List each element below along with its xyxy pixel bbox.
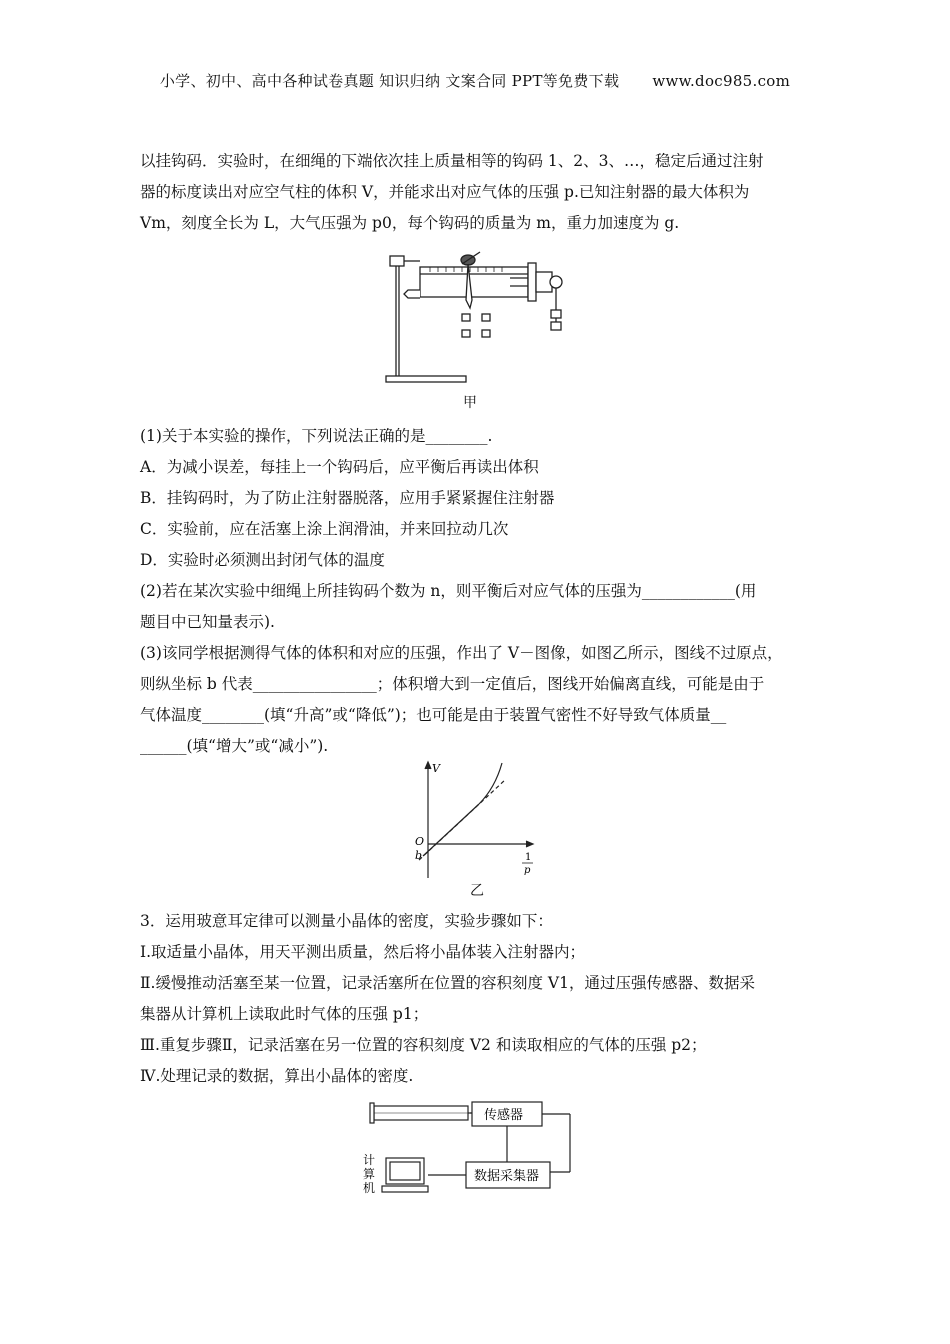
intro-line: Vm，刻度全长为 L，大气压强为 p0，每个钩码的质量为 m，重力加速度为 g. — [140, 214, 680, 232]
figure-jia-caption: 甲 — [463, 395, 477, 411]
y-axis-arrow — [425, 762, 431, 769]
section-3 — [140, 906, 830, 1092]
header-site: www.doc985.com — [652, 72, 791, 90]
question-2 — [140, 576, 830, 638]
step-1: Ⅰ.取适量小晶体，用天平测出质量，然后将小晶体装入注射器内； — [140, 943, 586, 961]
intro-line: 以挂钩码．实验时，在细绳的下端依次挂上质量相等的钩码 1、2、3、…，稳定后通过注射 — [140, 152, 764, 170]
figure-yi-caption: 乙 — [470, 883, 484, 899]
step-2: Ⅱ.缓慢推动活塞至某一位置，记录活塞所在位置的容积刻度 V1，通过压强传感器、数据采 — [140, 974, 755, 992]
step-3: Ⅲ.重复步骤Ⅱ，记录活塞在另一位置的容积刻度 V2 和读取相应的气体的压强 p2； — [140, 1036, 707, 1054]
intro-line: 器的标度读出对应空气柱的体积 V，并能求出对应气体的压强 p.已知注射器的最大体积为 — [140, 183, 750, 201]
collector-label: 数据采集器 — [474, 1169, 540, 1184]
section-3-title: 3．运用玻意耳定律可以测量小晶体的密度，实验步骤如下： — [140, 912, 553, 930]
x-axis-arrow — [526, 841, 533, 847]
figure-jia-apparatus — [380, 250, 580, 390]
figure-yi-graph — [405, 760, 545, 882]
data-line — [423, 804, 479, 856]
option-c: C．实验前，应在活塞上涂上润滑油，并来回拉动几次 — [140, 520, 509, 538]
question-3-line: ______(填“增大”或“减小”). — [140, 737, 329, 755]
y-axis-label: V — [432, 762, 440, 775]
page-header — [0, 70, 950, 91]
question-3-line: (3)该同学根据测得气体的体积和对应的压强，作出了 V－图像，如图乙所示，图线不过原点， — [140, 644, 783, 662]
computer-label-1: 计 — [363, 1153, 376, 1167]
step-4: Ⅳ.处理记录的数据，算出小晶体的密度. — [140, 1067, 414, 1085]
question-1-stem: (1)关于本实验的操作，下列说法正确的是________. — [140, 427, 493, 445]
step-2-cont: 集器从计算机上读取此时气体的压强 p1； — [140, 1005, 429, 1023]
question-1 — [140, 421, 830, 576]
question-2-line: (2)若在某次实验中细绳上所挂钩码个数为 n，则平衡后对应气体的压强为____________(用 — [140, 582, 757, 600]
header-text: 小学、初中、高中各种试卷真题 知识归纳 文案合同 PPT等免费下载 — [159, 72, 620, 90]
question-3-line: 则纵坐标 b 代表________________；体积增大到一定值后，图线开始偏离直线，可能是由于 — [140, 675, 765, 693]
figure-sensor-setup — [360, 1100, 580, 1196]
option-a: A．为减小误差，每挂上一个钩码后，应平衡后再读出体积 — [140, 458, 539, 476]
option-d: D．实验时必须测出封闭气体的温度 — [140, 551, 385, 569]
intro-paragraph — [140, 146, 830, 239]
x-axis-denominator: p — [524, 865, 531, 876]
computer-label-2: 算 — [363, 1167, 376, 1181]
x-axis-numerator: 1 — [525, 852, 532, 863]
sensor-label: 传感器 — [484, 1108, 524, 1123]
question-2-line: 题目中已知量表示). — [140, 613, 275, 631]
option-b: B．挂钩码时，为了防止注射器脱落，应用手紧紧握住注射器 — [140, 489, 555, 507]
question-3-line: 气体温度________(填“升高”或“降低”)；也可能是由于装置气密性不好导致气体质量__ — [140, 706, 727, 724]
b-label: b — [415, 849, 423, 862]
question-3 — [140, 638, 830, 762]
computer-label-3: 机 — [363, 1181, 376, 1195]
origin-label: O — [415, 835, 425, 848]
curve-line — [479, 763, 502, 804]
